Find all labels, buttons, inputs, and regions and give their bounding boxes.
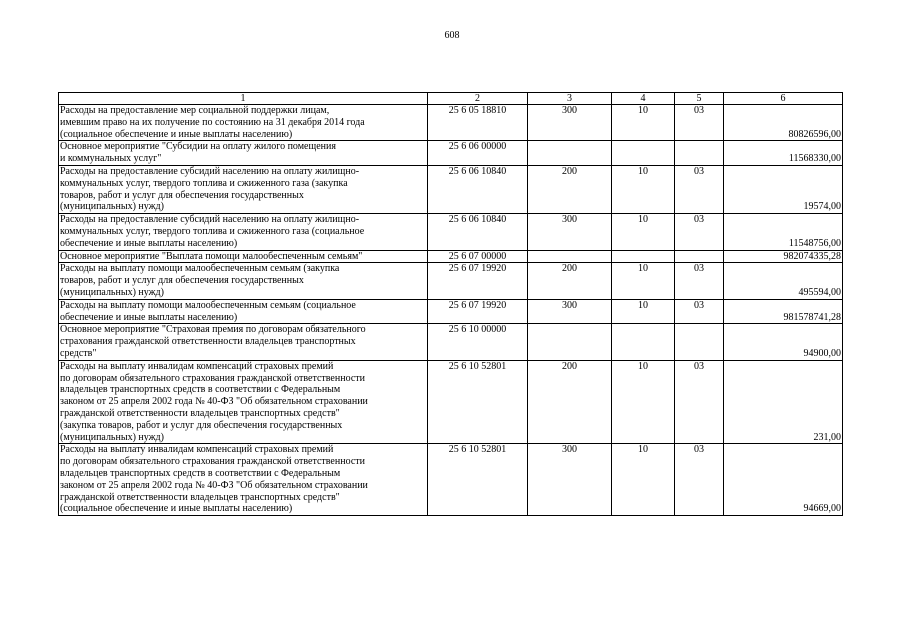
subsection-code xyxy=(675,141,724,166)
expense-name: Расходы на выплату инвалидам компенсаций страховых премий по договорам обязательного страхования гражданской ответственности владельцев транспортных средств в соответствии с Федеральным законом от 25 апреля 2002 года № 40-ФЗ "Об обязательном страховании гражданской ответственности владельцев транспортных средств" (закупка товаров, работ и услуг для обеспечения государственных (муниципальных) нужд) xyxy=(59,360,428,444)
expense-name: Расходы на предоставление мер социальной поддержки лицам, имевшим право на их получение по состоянию на 31 декабря 2014 года (социальное обеспечение и иные выплаты населению) xyxy=(59,105,428,141)
amount: 80826596,00 xyxy=(724,105,843,141)
amount: 11568330,00 xyxy=(724,141,843,166)
expense-type-code: 300 xyxy=(528,444,612,516)
table-row xyxy=(59,250,843,263)
expense-type-code xyxy=(528,141,612,166)
expense-type-code: 200 xyxy=(528,263,612,299)
section-code xyxy=(612,250,675,263)
header-col-6: 6 xyxy=(724,93,843,105)
section-code: 10 xyxy=(612,360,675,444)
section-code: 10 xyxy=(612,165,675,213)
amount: 11548756,00 xyxy=(724,214,843,250)
table-row xyxy=(59,360,843,444)
header-col-2: 2 xyxy=(428,93,528,105)
section-code: 10 xyxy=(612,299,675,324)
subsection-code: 03 xyxy=(675,214,724,250)
subsection-code: 03 xyxy=(675,263,724,299)
expense-type-code: 300 xyxy=(528,105,612,141)
target-code: 25 6 07 00000 xyxy=(428,250,528,263)
table-row xyxy=(59,141,843,166)
target-code: 25 6 06 00000 xyxy=(428,141,528,166)
table-row xyxy=(59,263,843,299)
header-col-3: 3 xyxy=(528,93,612,105)
header-col-4: 4 xyxy=(612,93,675,105)
target-code: 25 6 10 00000 xyxy=(428,324,528,360)
section-code xyxy=(612,324,675,360)
section-code: 10 xyxy=(612,444,675,516)
section-code xyxy=(612,141,675,166)
amount: 19574,00 xyxy=(724,165,843,213)
expense-name: Основное мероприятие "Страховая премия по договорам обязательного страхования гражданской ответственности владельцев транспортных средств" xyxy=(59,324,428,360)
expense-name: Основное мероприятие "Субсидии на оплату жилого помещения и коммунальных услуг" xyxy=(59,141,428,166)
subsection-code xyxy=(675,324,724,360)
table-header-row xyxy=(59,93,843,105)
expense-name: Расходы на выплату помощи малообеспеченным семьям (социальное обеспечение и иные выплаты населению) xyxy=(59,299,428,324)
target-code: 25 6 05 18810 xyxy=(428,105,528,141)
target-code: 25 6 10 52801 xyxy=(428,360,528,444)
expense-name: Расходы на предоставление субсидий населению на оплату жилищно- коммунальных услуг, твердого топлива и сжиженного газа (закупка товаров, работ и услуг для обеспечения государственных (муниципальных) нужд) xyxy=(59,165,428,213)
budget-table xyxy=(58,92,843,516)
subsection-code xyxy=(675,250,724,263)
target-code: 25 6 06 10840 xyxy=(428,214,528,250)
expense-type-code: 200 xyxy=(528,360,612,444)
expense-name: Расходы на выплату помощи малообеспеченным семьям (закупка товаров, работ и услуг для обеспечения государственных (муниципальных) нужд) xyxy=(59,263,428,299)
target-code: 25 6 07 19920 xyxy=(428,299,528,324)
subsection-code: 03 xyxy=(675,165,724,213)
section-code: 10 xyxy=(612,105,675,141)
amount: 94900,00 xyxy=(724,324,843,360)
expense-type-code: 300 xyxy=(528,214,612,250)
amount: 231,00 xyxy=(724,360,843,444)
section-code: 10 xyxy=(612,263,675,299)
section-code: 10 xyxy=(612,214,675,250)
table-row xyxy=(59,299,843,324)
page-number: 608 xyxy=(444,30,460,41)
expense-type-code xyxy=(528,324,612,360)
expense-type-code xyxy=(528,250,612,263)
subsection-code: 03 xyxy=(675,105,724,141)
amount: 495594,00 xyxy=(724,263,843,299)
target-code: 25 6 07 19920 xyxy=(428,263,528,299)
amount: 981578741,28 xyxy=(724,299,843,324)
header-col-1: 1 xyxy=(59,93,428,105)
expense-type-code: 300 xyxy=(528,299,612,324)
header-col-5: 5 xyxy=(675,93,724,105)
target-code: 25 6 06 10840 xyxy=(428,165,528,213)
subsection-code: 03 xyxy=(675,444,724,516)
expense-name: Расходы на выплату инвалидам компенсаций страховых премий по договорам обязательного страхования гражданской ответственности владельцев транспортных средств в соответствии с Федеральным законом от 25 апреля 2002 года № 40-ФЗ "Об обязательном страховании гражданской ответственности владельцев транспортных средств" (социальное обеспечение и иные выплаты населению) xyxy=(59,444,428,516)
table-row xyxy=(59,324,843,360)
table-row xyxy=(59,165,843,213)
amount: 982074335,28 xyxy=(724,250,843,263)
subsection-code: 03 xyxy=(675,299,724,324)
target-code: 25 6 10 52801 xyxy=(428,444,528,516)
table-row xyxy=(59,105,843,141)
expense-name: Расходы на предоставление субсидий населению на оплату жилищно- коммунальных услуг, твердого топлива и сжиженного газа (социальное обеспечение и иные выплаты населению) xyxy=(59,214,428,250)
table-row xyxy=(59,214,843,250)
expense-type-code: 200 xyxy=(528,165,612,213)
table-row xyxy=(59,444,843,516)
expense-name: Основное мероприятие "Выплата помощи малообеспеченным семьям" xyxy=(59,250,428,263)
subsection-code: 03 xyxy=(675,360,724,444)
amount: 94669,00 xyxy=(724,444,843,516)
